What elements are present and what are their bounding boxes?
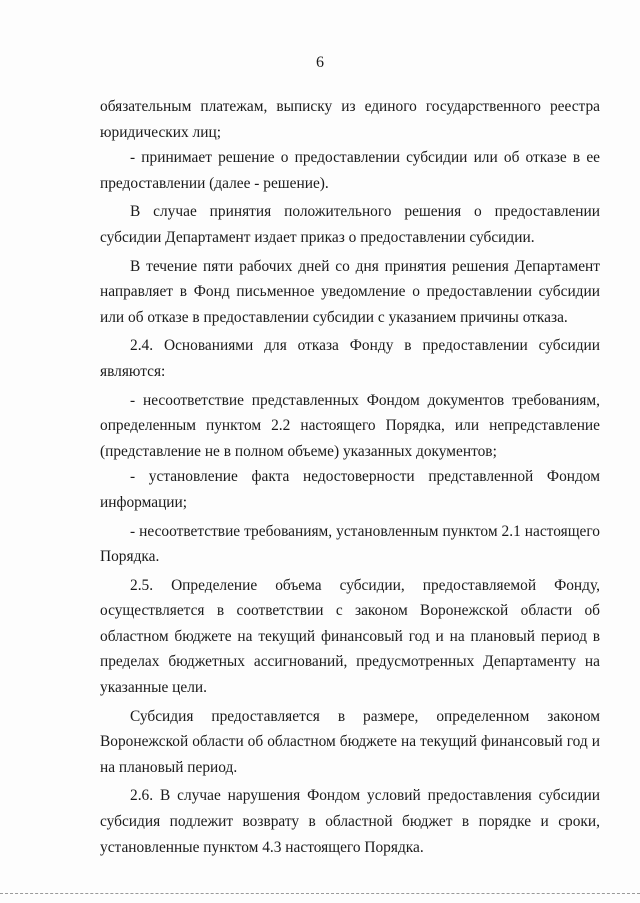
document-body: [100, 94, 600, 860]
paragraph-refusal-reason-requirements: - несоответствие требованиям, установленным пунктом 2.1 настоящего Порядка.: [100, 522, 600, 566]
paragraph-subsidy-amount: Субсидия предоставляется в размере, определенном законом Воронежской области об областном бюджете на текущий финансовый год и на плановый период.: [100, 707, 600, 776]
paragraph-refusal-reason-documents: - несоответствие представленных Фондом документов требованиям, определенным пунктом 2.2 настоящего Порядка, или непредставление (представление не в полном объеме) указанных документов;: [100, 391, 600, 460]
paragraph-refusal-reason-inaccuracy: - установление факта недостоверности представленной Фондом информации;: [100, 468, 600, 511]
paragraph-positive-decision: В случае принятия положительного решения о предоставлении субсидии Департамент издает приказ о предоставлении субсидии.: [100, 203, 600, 246]
paragraph-notification: В течение пяти рабочих дней со дня принятия решения Департамент направляет в Фонд письменное уведомление о предоставлении субсидии или об отказе в предоставлении субсидии с указанием причины отказа.: [100, 257, 600, 326]
page-number: 6: [316, 54, 324, 71]
paragraph-continuation: обязательным платежам, выписку из единого государственного реестра юридических лиц;: [100, 98, 600, 141]
paragraph-section-2-5: 2.5. Определение объема субсидии, предоставляемой Фонду, осуществляется в соответствии с законом Воронежской области об областном бюджете на текущий финансовый год и на плановый период в пределах бюджетных ассигнований, предусмотренных Департаменту на указанные цели.: [100, 576, 600, 697]
paragraph-section-2-4: 2.4. Основаниями для отказа Фонду в предоставлении субсидии являются:: [100, 337, 600, 380]
page-bottom-rule: [0, 893, 640, 894]
paragraph-decision-item: - принимает решение о предоставлении субсидии или об отказе в ее предоставлении (далее - решение).: [100, 149, 600, 192]
paragraph-section-2-6: 2.6. В случае нарушения Фондом условий предоставления субсидии субсидия подлежит возврату в областной бюджет в порядке и сроки, установленные пунктом 4.3 настоящего Порядка.: [100, 787, 600, 856]
